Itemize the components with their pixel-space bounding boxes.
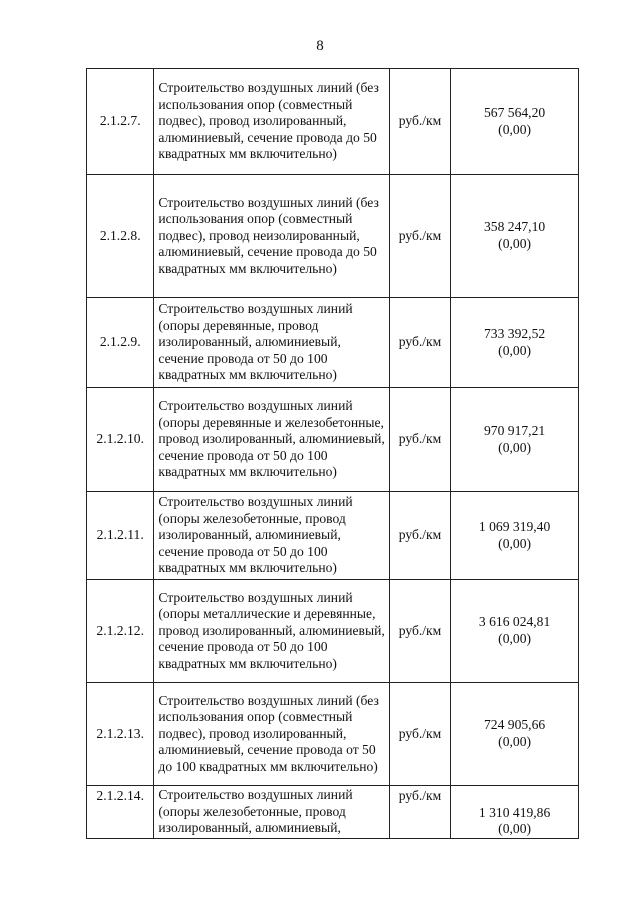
row-unit: руб./км [389,388,450,492]
row-number: 2.1.2.13. [87,683,154,786]
table-row [87,492,579,580]
table-row [87,683,579,786]
row-description: Строительство воздушных линий (опоры железобетонные, провод изолированный, алюминиевый, сечение провода от 50 до 100 квадратных мм включительно) [154,492,389,580]
row-value-sub: (0,00) [498,734,532,749]
page-number: 8 [316,38,324,54]
row-unit: руб./км [389,683,450,786]
row-description: Строительство воздушных линий (опоры железобетонные, провод изолированный, алюминиевый, [154,786,389,839]
table-row [87,388,579,492]
row-value [451,69,579,175]
row-description: Строительство воздушных линий (опоры металлические и деревянные, провод изолированный, алюминиевый, сечение провода от 50 до 100 квадратных мм включительно) [154,580,389,683]
row-value [451,786,579,839]
table-row [87,69,579,175]
row-value-main: 567 564,20 [484,104,546,120]
tariff-table [86,68,579,839]
row-unit: руб./км [389,175,450,298]
row-number: 2.1.2.10. [87,388,154,492]
row-value [451,580,579,683]
row-value-sub: (0,00) [498,631,532,646]
table-row [87,786,579,839]
row-unit: руб./км [389,786,450,839]
table-row [87,175,579,298]
row-unit: руб./км [389,580,450,683]
row-value-sub: (0,00) [498,535,532,551]
row-value [451,683,579,786]
row-value-main: 1 069 319,40 [478,518,551,534]
table-row [87,580,579,683]
row-description: Строительство воздушных линий (без использования опор (совместный подвес), провод изолированный, алюминиевый, сечение провода от 50 до 100 квадратных мм включительно) [154,683,389,786]
row-value-sub: (0,00) [498,821,532,837]
table-row [87,298,579,388]
row-value [451,388,579,492]
row-unit: руб./км [389,298,450,388]
row-unit: руб./км [389,492,450,580]
row-description: Строительство воздушных линий (опоры деревянные и железобетонные, провод изолированный, алюминиевый, сечение провода от 50 до 100 квадратных мм включительно) [154,388,389,492]
row-value-main: 733 392,52 [484,325,546,341]
row-value [451,175,579,298]
row-value [451,298,579,388]
row-value-main: 1 310 419,86 [478,804,551,820]
row-number: 2.1.2.8. [87,175,154,298]
row-value-sub: (0,00) [498,121,532,137]
row-value-sub: (0,00) [498,342,532,358]
row-number: 2.1.2.14. [87,786,154,839]
row-number: 2.1.2.7. [87,69,154,175]
row-value-sub: (0,00) [498,236,532,251]
row-number: 2.1.2.11. [87,492,154,580]
row-description: Строительство воздушных линий (опоры деревянные, провод изолированный, алюминиевый, сечение провода от 50 до 100 квадратных мм включительно) [154,298,389,388]
row-number: 2.1.2.9. [87,298,154,388]
row-description: Строительство воздушных линий (без использования опор (совместный подвес), провод неизолированный, алюминиевый, сечение провода до 50 квадратных мм включительно) [154,175,389,298]
row-value-main: 358 247,10 [484,219,546,235]
row-value-main: 970 917,21 [484,422,546,438]
row-value-main: 3 616 024,81 [478,614,551,630]
row-value-main: 724 905,66 [484,717,546,733]
row-value-sub: (0,00) [498,439,532,455]
row-number: 2.1.2.12. [87,580,154,683]
row-unit: руб./км [389,69,450,175]
row-description: Строительство воздушных линий (без использования опор (совместный подвес), провод изолированный, алюминиевый, сечение провода до 50 квадратных мм включительно) [154,69,389,175]
row-value [451,492,579,580]
